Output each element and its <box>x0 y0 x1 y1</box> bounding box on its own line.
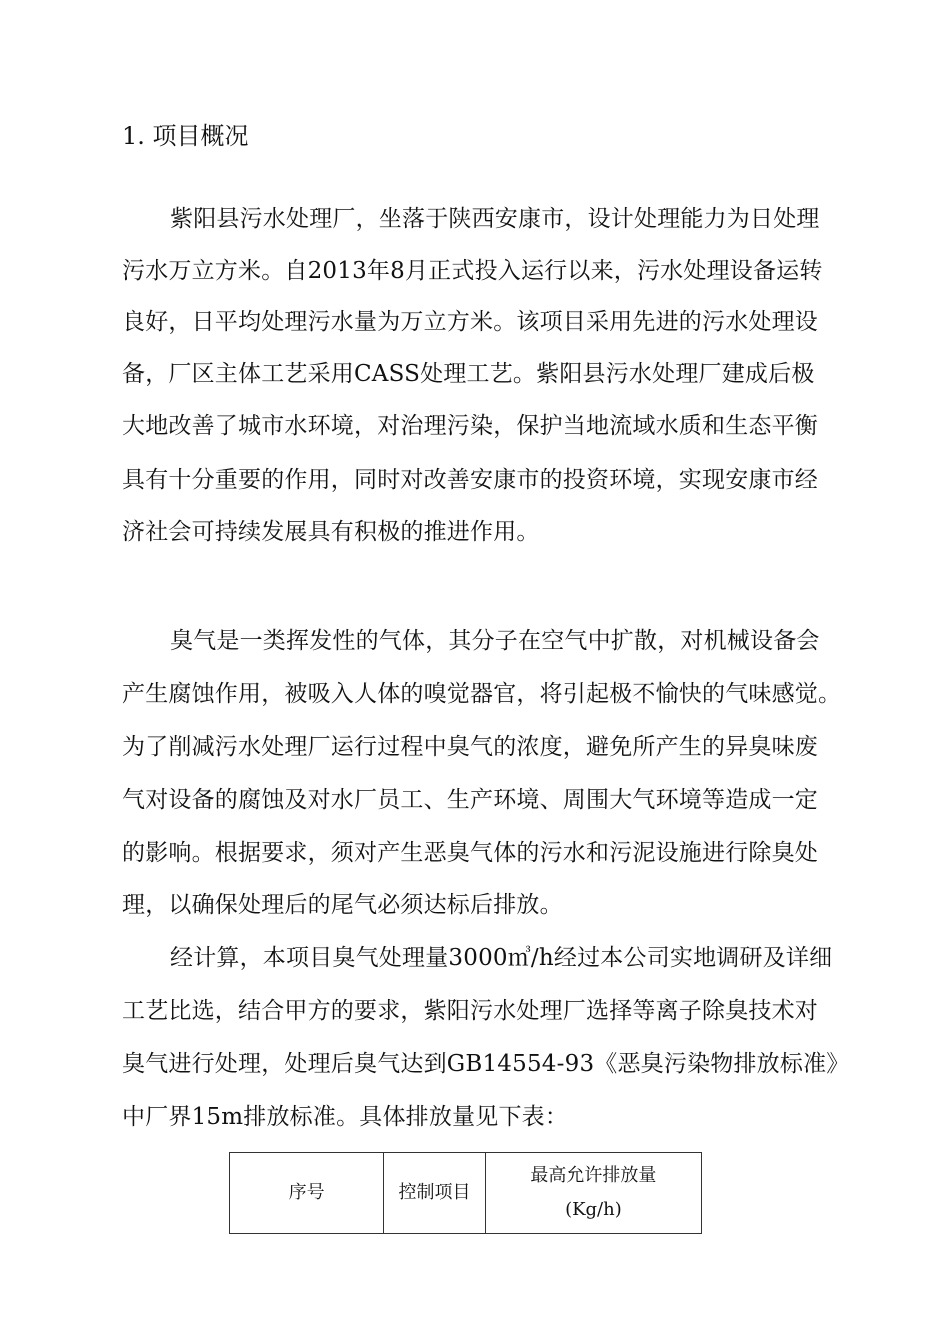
paragraph-3-line-3: 臭气进行处理，处理后臭气达到GB14554-93《恶臭污染物排放标准》 <box>122 1051 850 1077</box>
paragraph-2-line-5: 的影响。根据要求，须对产生恶臭气体的污水和污泥设施进行除臭处 <box>122 840 818 866</box>
paragraph-1-line-5: 大地改善了城市水环境，对治理污染，保护当地流域水质和生态平衡 <box>122 413 818 439</box>
paragraph-1-line-1: 紫阳县污水处理厂，坐落于陕西安康市，设计处理能力为日处理 <box>170 206 820 232</box>
section-heading: 1. 项目概况 <box>122 122 249 150</box>
header-control-item: 控制项目 <box>384 1153 486 1234</box>
paragraph-1-line-7: 济社会可持续发展具有积极的推进作用。 <box>122 519 540 545</box>
paragraph-2-line-2: 产生腐蚀作用，被吸入人体的嗅觉器官，将引起极不愉快的气味感觉。 <box>122 681 842 707</box>
paragraph-1-line-2: 污水万立方米。自2013年8月正式投入运行以来，污水处理设备运转 <box>122 258 823 284</box>
paragraph-2-line-1: 臭气是一类挥发性的气体，其分子在空气中扩散，对机械设备会 <box>170 628 820 654</box>
paragraph-3-line-1: 经计算，本项目臭气处理量3000㎥/h经过本公司实地调研及详细 <box>170 945 833 971</box>
paragraph-2-line-6: 理，以确保处理后的尾气必须达标后排放。 <box>122 892 563 918</box>
emission-table <box>229 1152 702 1234</box>
paragraph-1-line-6: 具有十分重要的作用，同时对改善安康市的投资环境，实现安康市经 <box>122 467 818 493</box>
paragraph-1-line-4: 备，厂区主体工艺采用CASS处理工艺。紫阳县污水处理厂建成后极 <box>122 361 815 387</box>
paragraph-2-line-4: 气对设备的腐蚀及对水厂员工、生产环境、周围大气环境等造成一定 <box>122 787 818 813</box>
paragraph-3-line-2: 工艺比选，结合甲方的要求，紫阳污水处理厂选择等离子除臭技术对 <box>122 998 818 1024</box>
header-max-emission-unit: (Kg/h) <box>565 1199 622 1220</box>
paragraph-2-line-3: 为了削减污水处理厂运行过程中臭气的浓度，避免所产生的异臭味废 <box>122 734 818 760</box>
paragraph-1-line-3: 良好，日平均处理污水量为万立方米。该项目采用先进的污水处理设 <box>122 309 818 335</box>
header-max-emission <box>485 1153 701 1234</box>
header-max-emission-label: 最高允许排放量 <box>530 1165 657 1186</box>
header-serial-number: 序号 <box>230 1153 384 1234</box>
table-header-row <box>230 1153 702 1234</box>
paragraph-3-line-4: 中厂界15m排放标准。具体排放量见下表： <box>122 1104 569 1130</box>
